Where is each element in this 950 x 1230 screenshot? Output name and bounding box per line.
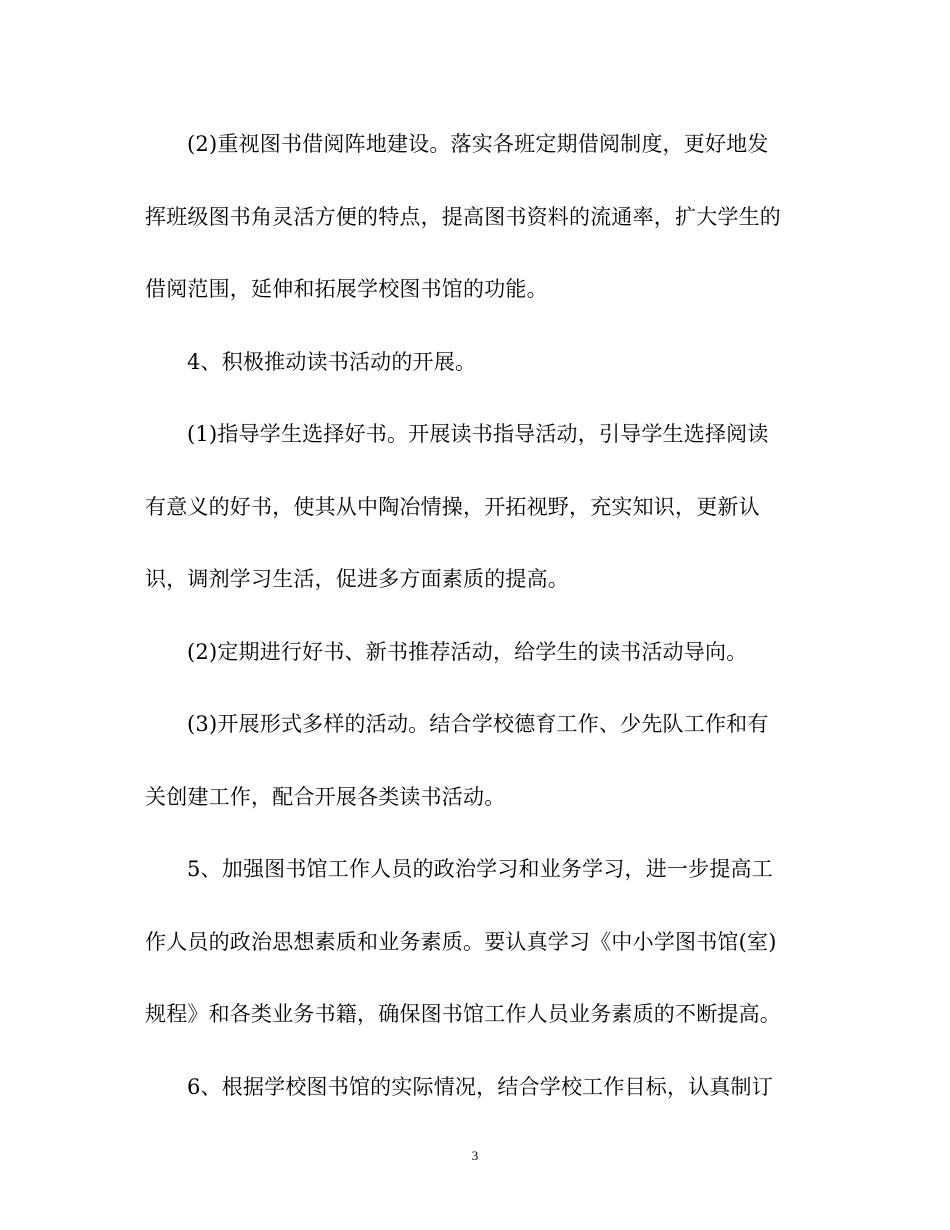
paragraph-line: (1)指导学生选择好书。开展读书指导活动，引导学生选择阅读 [187, 422, 769, 446]
paragraph-line: (2)重视图书借阅阵地建设。落实各班定期借阅制度，更好地发 [187, 132, 769, 156]
paragraph-line: 6、根据学校图书馆的实际情况，结合学校工作目标，认真制订 [187, 1074, 773, 1099]
paragraph-line: (2)定期进行好书、新书推荐活动，给学生的读书活动导向。 [187, 639, 748, 664]
document-body [145, 118, 805, 1133]
paragraph-line: 规程》和各类业务书籍，确保图书馆工作人员业务素质的不断提高。 [145, 1002, 781, 1026]
paragraph-line: 识，调剂学习生活，促进多方面素质的提高。 [145, 567, 569, 591]
paragraph-line: 作人员的政治思想素质和业务素质。要认真学习《中小学图书馆(室) [145, 929, 777, 954]
paragraph-line: 有意义的好书，使其从中陶冶情操，开拓视野，充实知识，更新认 [145, 494, 760, 519]
paragraph-line: 借阅范围，延伸和拓展学校图书馆的功能。 [145, 277, 548, 301]
page-number: 3 [471, 1148, 479, 1163]
paragraph-line: 挥班级图书角灵活方便的特点，提高图书资料的流通率，扩大学生的 [145, 204, 781, 229]
paragraph-line: 关创建工作，配合开展各类读书活动。 [145, 784, 506, 809]
paragraph-line: 4、积极推动读书活动的开展。 [187, 349, 477, 374]
paragraph-line: (3)开展形式多样的活动。结合学校德育工作、少先队工作和有 [187, 712, 769, 736]
paragraph-line: 5、加强图书馆工作人员的政治学习和业务学习，进一步提高工 [187, 857, 773, 881]
